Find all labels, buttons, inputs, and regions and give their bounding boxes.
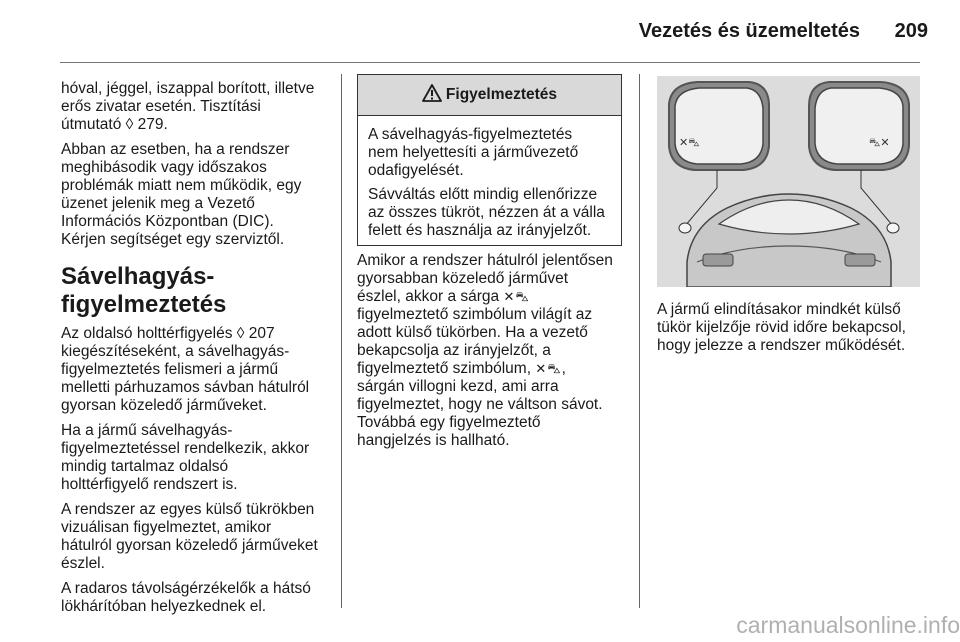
text-run: Amikor a rendszer hátulról jelentősen gyorsabban közeledő járművet észlel, akkor a sárga: [357, 252, 613, 305]
warning-title: Figyelmeztetés: [445, 86, 558, 103]
paragraph: Az oldalsó holttérfigyelés ◊ 207 kiegészítéseként, a sávelhagyás- figyelmeztetés felismeri a jármű melletti párhuzamos sávban hátulról gyorsan közeledő járműveket.: [61, 325, 310, 414]
column-divider-1: [341, 74, 342, 608]
side-blind-zone-alert-icon: ✕⛍: [535, 361, 562, 376]
column-1: [61, 80, 331, 623]
paragraph: A jármű elindításakor mindkét külső tükör kijelzője rövid időre bekapcsol, hogy jelezze a rendszer működését.: [657, 301, 906, 354]
warning-paragraph: A sávelhagyás-figyelmeztetés nem helyettesíti a járművezető odafigyelését.: [368, 126, 579, 179]
warning-triangle-icon: [422, 84, 442, 107]
paragraph: Abban az esetben, ha a rendszer meghibásodik vagy időszakos problémák miatt nem működik, egy üzenet jelenik meg a Vezető Információs Központban (DIC). Kérjen segítséget egy szerviztől.: [61, 141, 302, 248]
car-mirrors-figure-icon: [657, 76, 920, 287]
right-mirror: [809, 82, 909, 170]
warning-box: [357, 74, 622, 246]
column-divider-2: [639, 74, 640, 608]
warning-box-header: [358, 75, 621, 116]
column-2: [357, 252, 632, 457]
header-divider: [60, 62, 920, 63]
warning-paragraph: Sávváltás előtt mindig ellenőrizze az összes tükröt, nézzen át a válla felett és használja az irányjelzőt.: [368, 186, 605, 239]
paragraph: Ha a jármű sávelhagyás- figyelmeztetéssel rendelkezik, akkor mindig tartalmaz oldalsó holttérfigyelő rendszert is.: [61, 422, 310, 493]
svg-text:⛍✕: ⛍✕: [869, 136, 890, 149]
section-heading: Sávelhagyás- figyelmeztetés: [61, 263, 227, 318]
paragraph: A rendszer az egyes külső tükrökben vizuálisan figyelmeztet, amikor hátulról gyorsan közeledő járműveket észlel.: [61, 501, 318, 572]
paragraph: hóval, jéggel, iszappal borított, illetve erős zivatar esetén. Tisztítási útmutató ◊ 279.: [61, 80, 315, 133]
watermark: carmanualsonline.info: [736, 612, 960, 638]
svg-text:✕⛍: ✕⛍: [679, 136, 700, 149]
text-run: , sárgán villogni kezd, ami arra figyelmeztet, hogy ne váltson sávot. Továbbá egy figyelmeztető hangjelzés is hallható.: [357, 360, 603, 449]
mirror-illustration: [657, 76, 920, 287]
side-blind-zone-alert-icon: ✕⛍: [503, 289, 530, 304]
left-mirror: [669, 82, 769, 170]
text-run: figyelmeztető szimbólum világít az adott külső tükörben. Ha a vezető bekapcsolja az irányjelzőt, a figyelmeztető szimbólum,: [357, 306, 593, 377]
page-number: 209: [894, 20, 928, 42]
paragraph: [357, 252, 632, 450]
page-header-title: Vezetés és üzemeltetés: [638, 20, 860, 42]
column-3: [657, 301, 922, 362]
paragraph: A radaros távolságérzékelők a hátsó lökhárítóban helyezkednek el.: [61, 580, 311, 615]
